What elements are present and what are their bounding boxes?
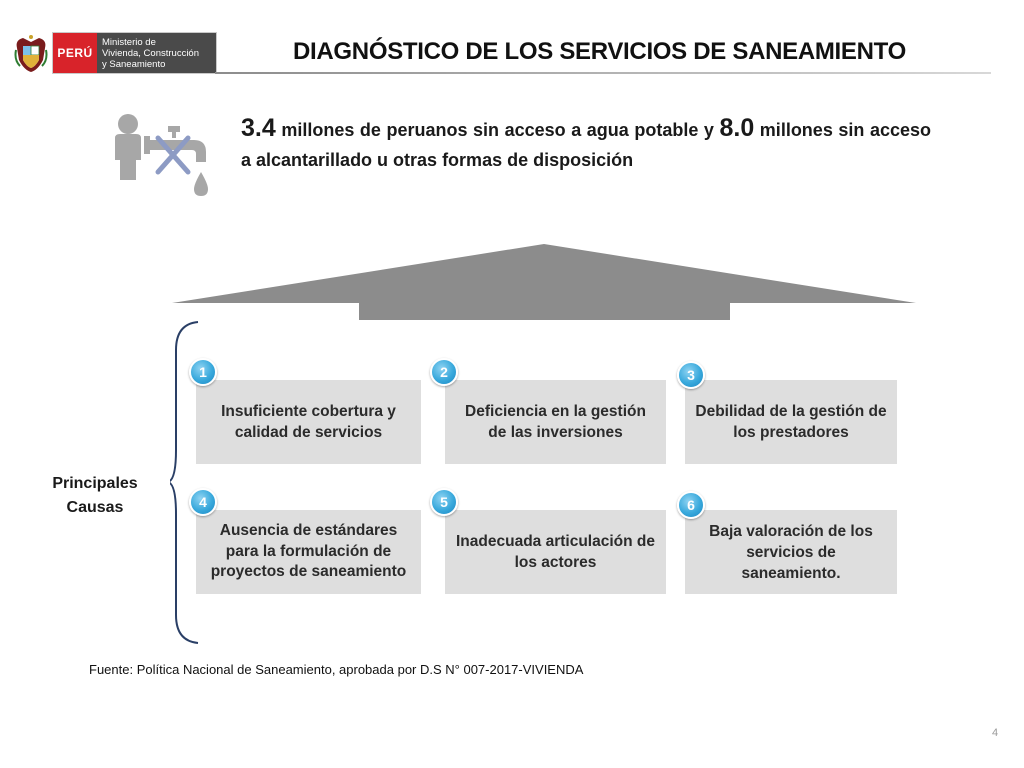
slide-title: DIAGNÓSTICO DE LOS SERVICIOS DE SANEAMIENTO	[293, 38, 906, 65]
logo-ministry-name	[97, 33, 216, 73]
page-number: 4	[992, 727, 999, 739]
cause-text: Insuficiente cobertura y calidad de servicios	[221, 403, 396, 441]
ministry-line: Vivienda, Construcción	[102, 48, 199, 59]
logo-country-label: PERÚ	[53, 33, 97, 73]
cause-text: Ausencia de estándares para la formulación de proyectos de saneamiento	[210, 522, 407, 581]
cause-card	[685, 510, 897, 594]
peru-crest-icon	[14, 34, 48, 74]
cause-number-badge: 3	[677, 361, 705, 389]
lead-number-sewer: 8.0	[719, 114, 755, 142]
ministry-line: Ministerio de	[102, 37, 156, 48]
lead-number-water: 3.4	[241, 114, 276, 142]
cause-number-badge: 2	[430, 358, 458, 386]
ministry-logo	[52, 32, 217, 74]
slide-header	[0, 0, 1024, 80]
person-tap-icon	[115, 114, 141, 180]
cause-card	[196, 510, 421, 594]
lead-statement	[241, 113, 931, 175]
cause-card	[196, 380, 421, 464]
cause-number-badge: 6	[677, 491, 705, 519]
water-drop-icon	[194, 172, 208, 196]
cause-text: Debilidad de la gestión de los prestadores	[695, 403, 887, 441]
cause-number-badge: 1	[189, 358, 217, 386]
source-note: Fuente: Política Nacional de Saneamiento, aprobada por D.S N° 007-2017-VIVIENDA	[89, 662, 584, 677]
no-water-illustration	[108, 110, 213, 200]
cause-card	[445, 380, 666, 464]
cause-text: Baja valoración de los servicios de saneamiento.	[709, 522, 873, 582]
cause-number-badge: 5	[430, 488, 458, 516]
header-divider	[215, 72, 991, 74]
causes-label: Principales Causas	[52, 475, 138, 516]
ministry-line: y Saneamiento	[102, 59, 166, 70]
cause-card	[445, 510, 666, 594]
cause-text: Deficiencia en la gestión de las inversiones	[465, 403, 646, 441]
roof-shape	[172, 244, 916, 320]
lead-text-part: millones de peruanos sin acceso a agua potable y	[275, 120, 720, 140]
cause-number-badge: 4	[189, 488, 217, 516]
cause-text: Inadecuada articulación de los actores	[456, 533, 655, 571]
cause-card	[685, 380, 897, 464]
lead-text-part: millones sin acceso a alcantarillado u otras formas de disposición	[241, 120, 931, 170]
